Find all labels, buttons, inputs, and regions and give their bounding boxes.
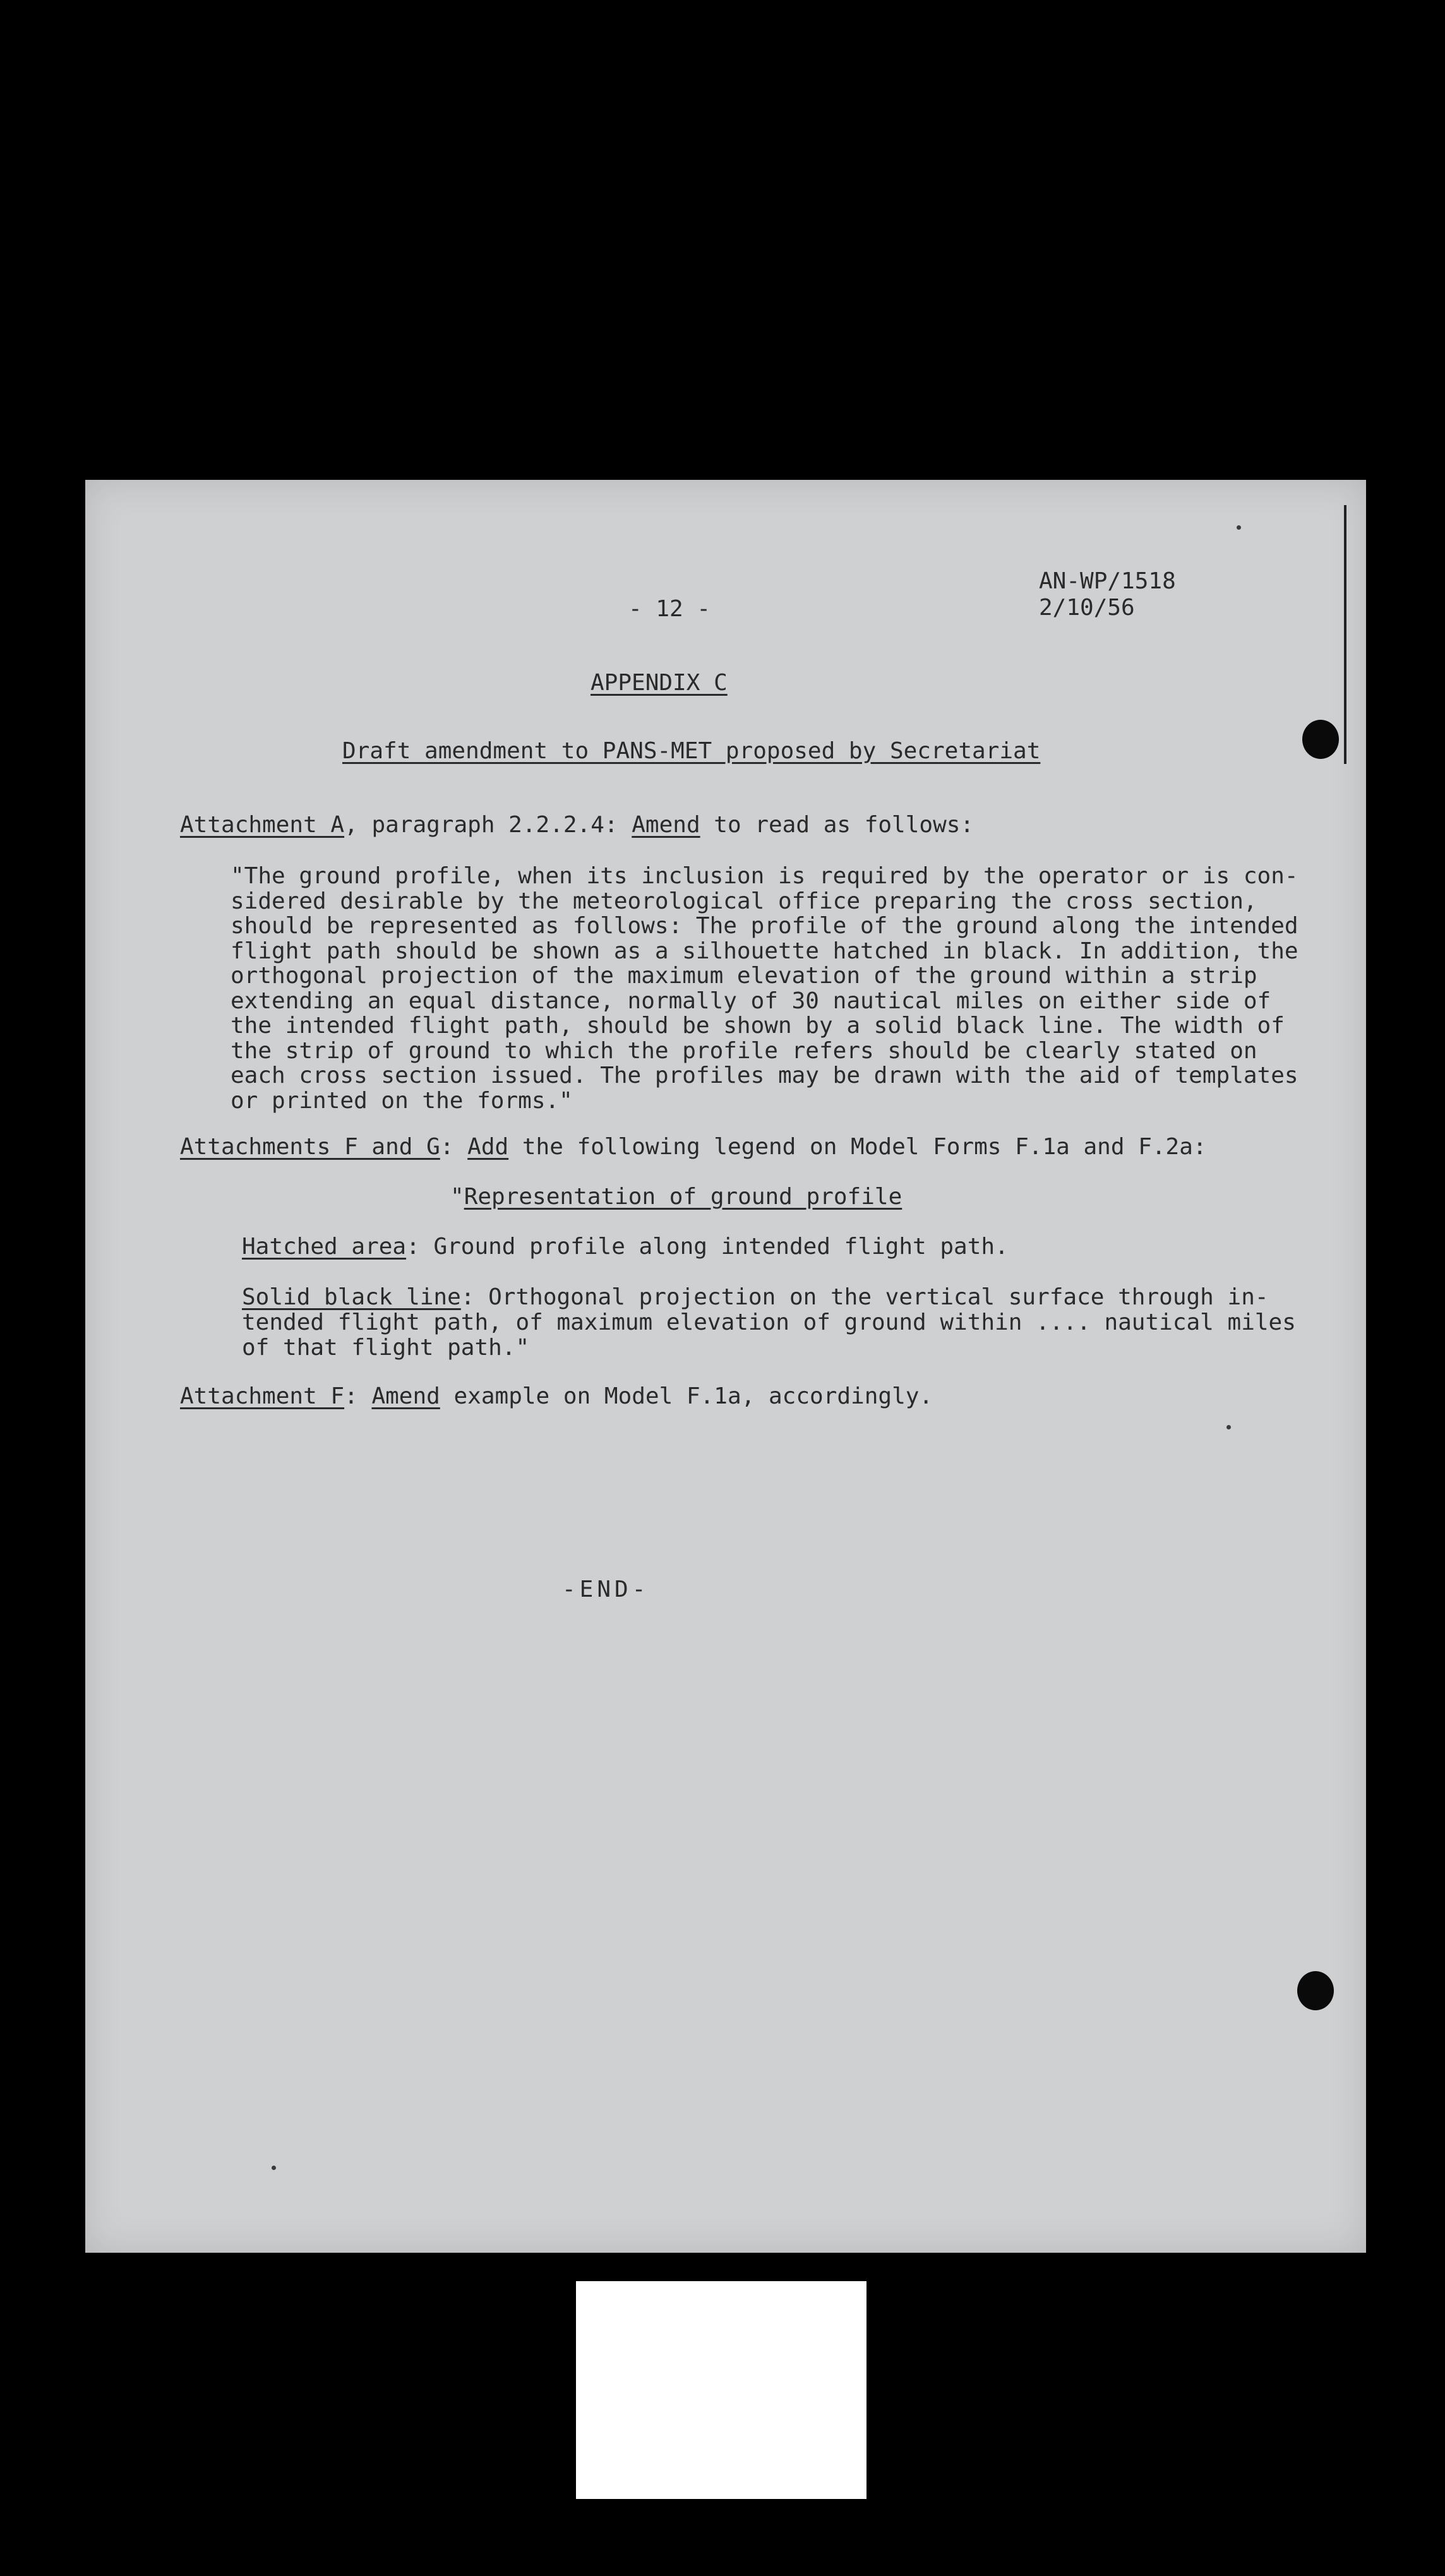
attachment-f-paragraph — [180, 1384, 933, 1409]
attachments-fg-text: : — [440, 1134, 468, 1160]
attachment-a-paragraph — [180, 813, 974, 838]
page-number: - 12 - — [628, 596, 711, 622]
scan-speck — [1226, 1425, 1231, 1429]
solid-line-text-3: of that flight path." — [242, 1335, 530, 1361]
scan-speck — [272, 2166, 276, 2170]
doc-ref-number: AN-WP/1518 — [1039, 568, 1176, 594]
scan-speck — [1237, 525, 1241, 530]
end-mark: -END- — [562, 1577, 650, 1602]
document-reference — [1039, 568, 1176, 621]
appendix-title: APPENDIX C — [591, 670, 728, 696]
attachments-fg-action: Add — [467, 1134, 509, 1160]
attachment-a-label: Attachment A — [180, 812, 345, 838]
hatched-area-entry — [242, 1234, 1009, 1260]
punch-hole — [1302, 720, 1339, 759]
solid-black-line-entry — [242, 1285, 1296, 1361]
legend-quote-mark: " — [450, 1184, 464, 1210]
doc-ref-date: 2/10/56 — [1039, 595, 1135, 621]
solid-line-label: Solid black line — [242, 1284, 461, 1310]
page-edge-shadow — [1344, 505, 1346, 764]
attachment-f-label: Attachment F — [180, 1383, 345, 1409]
attachment-f-text: : — [344, 1383, 372, 1409]
solid-line-text-2: tended flight path, of maximum elevation of ground within .... nautical miles — [242, 1309, 1296, 1335]
solid-line-text-1: : Orthogonal projection on the vertical surface through in- — [460, 1284, 1269, 1310]
attachment-a-action: Amend — [632, 812, 700, 838]
attachments-fg-text-end: the following legend on Model Forms F.1a and F.2a: — [508, 1134, 1207, 1160]
legend-title: Representation of ground profile — [464, 1184, 902, 1210]
legend-heading — [450, 1184, 902, 1210]
punch-hole — [1297, 1971, 1334, 2010]
attachment-a-text: , paragraph 2.2.2.4: — [344, 812, 632, 838]
hatched-area-text: : Ground profile along intended flight path. — [406, 1234, 1009, 1260]
document-subtitle: Draft amendment to PANS-MET proposed by Secretariat — [342, 738, 1041, 764]
attachments-fg-label: Attachments F and G — [180, 1134, 440, 1160]
attachments-fg-paragraph — [180, 1135, 1207, 1160]
attachment-a-text-end: to read as follows: — [700, 812, 974, 838]
attachment-f-text-end: example on Model F.1a, accordingly. — [440, 1383, 933, 1409]
blank-target-card — [576, 2281, 866, 2499]
amendment-quote: "The ground profile, when its inclusion is required by the operator or is con- sidered desirable by the meteorological office preparing the cross section, should be represented as follows: The profile of the ground along the intended flight path should be shown as a silhouette hatched in black. In addition, the orthogonal projection of the maximum elevation of the ground within a strip extending an equal distance, normally of 30 nautical miles on either side of the intended flight path, should be shown by a solid black line. The width of the strip of ground to which the profile refers should be clearly stated on each cross section issued. The profiles may be drawn with the aid of templates or printed on the forms." — [231, 863, 1298, 1114]
attachment-f-action: Amend — [371, 1383, 440, 1409]
hatched-area-label: Hatched area — [242, 1234, 407, 1260]
